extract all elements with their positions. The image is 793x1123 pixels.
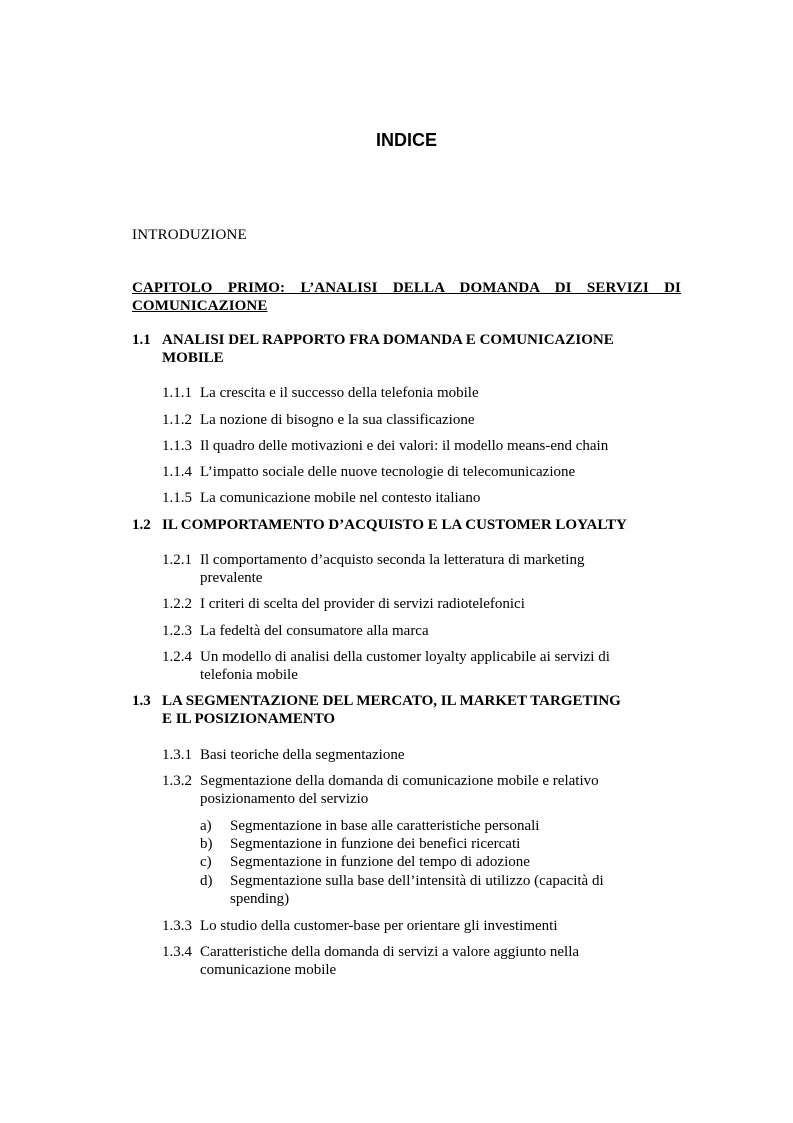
subsection-title [200, 772, 680, 808]
subsection-number: 1.2.1 [162, 552, 192, 568]
subsection-title [200, 463, 680, 481]
subsection-title [200, 943, 680, 979]
section-number: 1.2 [132, 517, 151, 533]
subsection-title [200, 622, 680, 640]
subsection-title-line: Basi teoriche della segmentazione [200, 747, 405, 763]
subsection-title-line: I criteri di scelta del provider di servizi radiotelefonici [200, 596, 525, 612]
list-item-line: Segmentazione in funzione dei benefici ricercati [230, 836, 521, 852]
section-title-line: LA SEGMENTAZIONE DEL MERCATO, IL MARKET TARGETING [162, 693, 621, 709]
section-number: 1.1 [132, 332, 151, 348]
list-item-letter: a) [200, 818, 212, 834]
list-item-line: spending) [230, 891, 290, 907]
subsection-title-line: telefonia mobile [200, 667, 298, 683]
subsection-title-line: Il quadro delle motivazioni e dei valori: il modello means-end chain [200, 438, 609, 454]
subsection-number: 1.2.3 [162, 623, 192, 639]
subsection-title-line: La comunicazione mobile nel contesto italiano [200, 490, 481, 506]
subsection-number: 1.3.2 [162, 773, 192, 789]
subsection-title [200, 917, 680, 935]
subsection-title [200, 384, 680, 402]
section-title-line: E IL POSIZIONAMENTO [162, 711, 336, 727]
list-item-line: Segmentazione sulla base dell’intensità di utilizzo (capacità di [230, 873, 604, 889]
section-number: 1.3 [132, 693, 151, 709]
list-item [230, 817, 680, 835]
subsection-title [200, 648, 680, 684]
section-title [162, 331, 702, 367]
page-title: INDICE [375, 130, 437, 150]
subsection-number: 1.1.3 [162, 438, 192, 454]
toc-entry-introduction: INTRODUZIONE [132, 227, 247, 243]
list-item [230, 872, 680, 908]
section-title-line: ANALISI DEL RAPPORTO FRA DOMANDA E COMUNICAZIONE [162, 332, 614, 348]
subsection-number: 1.3.1 [162, 747, 192, 763]
chapter-heading-line: COMUNICAZIONE [132, 298, 268, 314]
subsection-title [200, 551, 680, 587]
section-title-line: IL COMPORTAMENTO D’ACQUISTO E LA CUSTOMER LOYALTY [162, 517, 627, 533]
list-item-letter: c) [200, 854, 212, 870]
subsection-number: 1.2.2 [162, 596, 192, 612]
subsection-title-line: Lo studio della customer-base per orientare gli investimenti [200, 918, 558, 934]
subsection-number: 1.1.5 [162, 490, 192, 506]
subsection-title-line: La fedeltà del consumatore alla marca [200, 623, 429, 639]
list-item-letter: b) [200, 836, 213, 852]
subsection-title [200, 411, 680, 429]
subsection-title-line: prevalente [200, 570, 263, 586]
subsection-title [200, 746, 680, 764]
section-title [162, 692, 702, 728]
subsection-title [200, 437, 680, 455]
subsection-number: 1.1.4 [162, 464, 192, 480]
subsection-title-line: Segmentazione della domanda di comunicazione mobile e relativo [200, 773, 599, 789]
subsection-title-line: L’impatto sociale delle nuove tecnologie di telecomunicazione [200, 464, 576, 480]
list-item-letter: d) [200, 873, 213, 889]
subsection-title-line: posizionamento del servizio [200, 791, 369, 807]
subsection-title [200, 595, 680, 613]
subsection-title-line: Caratteristiche della domanda di servizi a valore aggiunto nella [200, 944, 580, 960]
subsection-number: 1.1.1 [162, 385, 192, 401]
section-title [162, 516, 702, 534]
list-item [230, 853, 680, 871]
subsection-title-line: Un modello di analisi della customer loyalty applicabile ai servizi di [200, 649, 610, 665]
list-item-line: Segmentazione in base alle caratteristiche personali [230, 818, 540, 834]
section-title-line: MOBILE [162, 350, 224, 366]
subsection-title-line: comunicazione mobile [200, 962, 337, 978]
subsection-number: 1.3.3 [162, 918, 192, 934]
subsection-title-line: Il comportamento d’acquisto seconda la letteratura di marketing [200, 552, 585, 568]
subsection-title-line: La crescita e il successo della telefonia mobile [200, 385, 479, 401]
list-item [230, 835, 680, 853]
subsection-number: 1.2.4 [162, 649, 192, 665]
subsection-number: 1.1.2 [162, 412, 192, 428]
list-item-line: Segmentazione in funzione del tempo di adozione [230, 854, 530, 870]
chapter-heading [132, 279, 681, 315]
subsection-title-line: La nozione di bisogno e la sua classificazione [200, 412, 475, 428]
chapter-heading-line: CAPITOLO PRIMO: L’ANALISI DELLA DOMANDA DI SERVIZI DI [132, 280, 681, 296]
subsection-title [200, 489, 680, 507]
subsection-number: 1.3.4 [162, 944, 192, 960]
